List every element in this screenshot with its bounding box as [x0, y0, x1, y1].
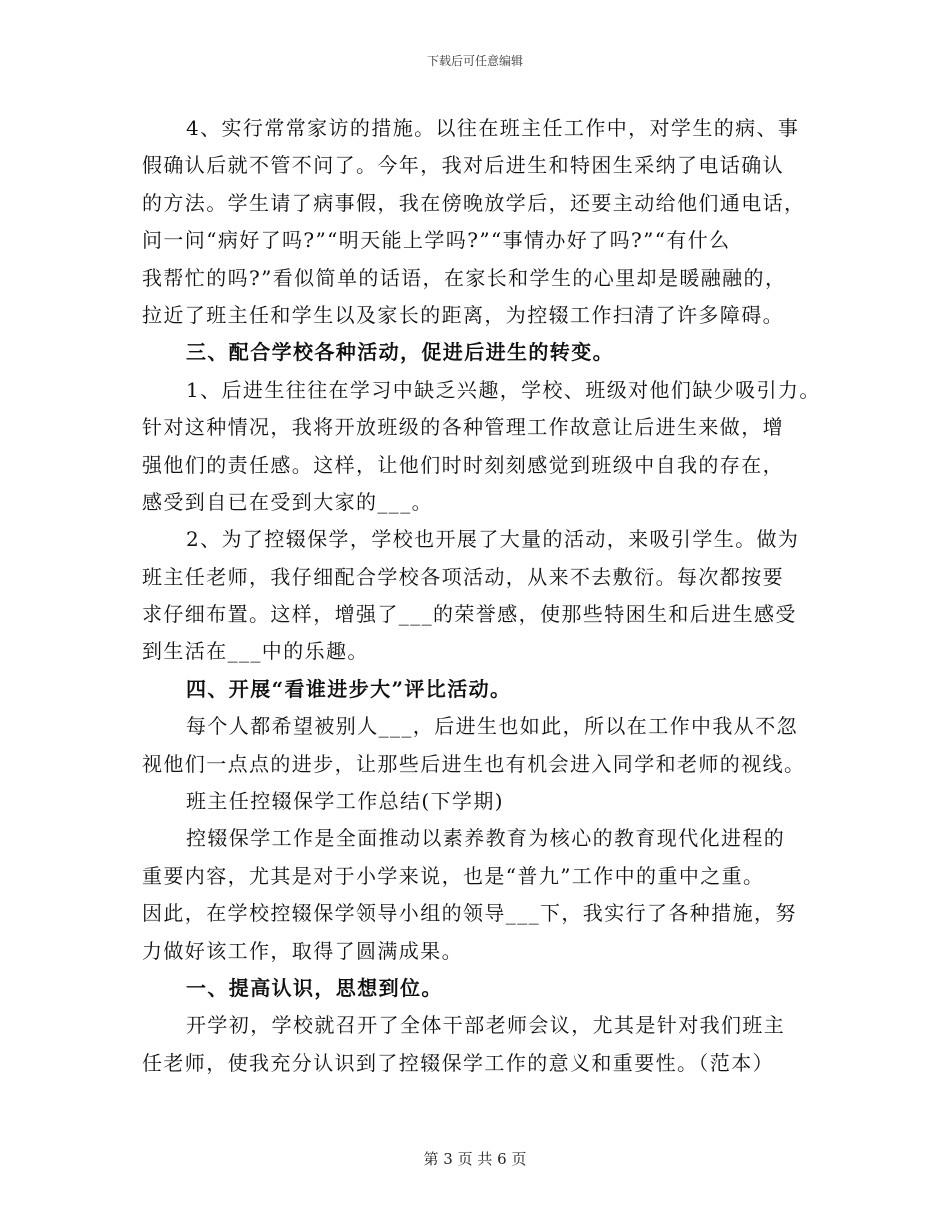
text-line: 问一问“病好了吗?”“明天能上学吗?”“事情办好了吗?”“有什么 — [142, 228, 731, 253]
text-line: 因此，在学校控辍保学领导小组的领导___下，我实行了各种措施，努 — [142, 901, 797, 926]
text-line: 任老师，使我充分认识到了控辍保学工作的意义和重要性。（范本） — [142, 1050, 774, 1075]
text-line: 我帮忙的吗?”看似简单的话语，在家长和学生的心里却是暖融融的， — [142, 265, 787, 290]
text-line: 求仔细布置。这样，增强了___的荣誉感，使那些特困生和后进生感受 — [142, 602, 797, 627]
text-line: 班主任控辍保学工作总结(下学期) — [186, 789, 505, 814]
text-line: 班主任老师，我仔细配合学校各项活动，从来不去敷衍。每次都按要 — [142, 564, 784, 589]
text-line: 开学初，学校就召开了全体干部老师会议，尤其是针对我们班主 — [186, 1013, 786, 1038]
text-line: 拉近了班主任和学生以及家长的距离，为控辍工作扫清了许多障碍。 — [142, 302, 784, 327]
text-line: 4、实行常常家访的措施。以往在班主任工作中，对学生的病、事 — [186, 116, 800, 140]
page-header: 下载后可任意编辑 — [426, 54, 523, 68]
text-line: 1、后进生往往在学习中缺乏兴趣，学校、班级对他们缺少吸引力。 — [186, 377, 821, 402]
document-body — [142, 110, 821, 1082]
section-heading: 一、提高认识，思想到位。 — [186, 975, 443, 1000]
text-line: 重要内容，尤其是对于小学来说，也是“普九”工作中的重中之重。 — [142, 863, 765, 888]
page-number: 第 3 页 共 6 页 — [423, 1150, 527, 1168]
text-line: 针对这种情况，我将开放班级的各种管理工作故意让后进生来做，增 — [142, 415, 784, 440]
text-line: 的方法。学生请了病事假，我在傍晚放学后，还要主动给他们通电话， — [142, 190, 806, 215]
section-heading: 三、配合学校各种活动，促进后进生的转变。 — [186, 340, 614, 365]
text-line: 视他们一点点的进步，让那些后进生也有机会进入同学和老师的视线。 — [142, 751, 806, 776]
text-line: 感受到自已在受到大家的___。 — [142, 489, 433, 514]
text-line: 强他们的责任感。这样，让他们时时刻刻感觉到班级中自我的存在， — [142, 452, 784, 477]
text-line: 每个人都希望被别人___，后进生也如此，所以在工作中我从不忽 — [186, 714, 798, 739]
text-line: 2、为了控辍保学，学校也开展了大量的活动，来吸引学生。做为 — [186, 527, 800, 552]
text-line: 控辍保学工作是全面推动以素养教育为核心的教育现代化进程的 — [186, 826, 786, 851]
text-line: 假确认后就不管不问了。今年，我对后进生和特困生采纳了电话确认 — [142, 153, 784, 178]
text-line: 到生活在___中的乐趣。 — [142, 639, 369, 664]
section-heading: 四、开展“看谁进步大”评比活动。 — [186, 676, 512, 701]
text-line: 力做好该工作，取得了圆满成果。 — [142, 938, 463, 963]
